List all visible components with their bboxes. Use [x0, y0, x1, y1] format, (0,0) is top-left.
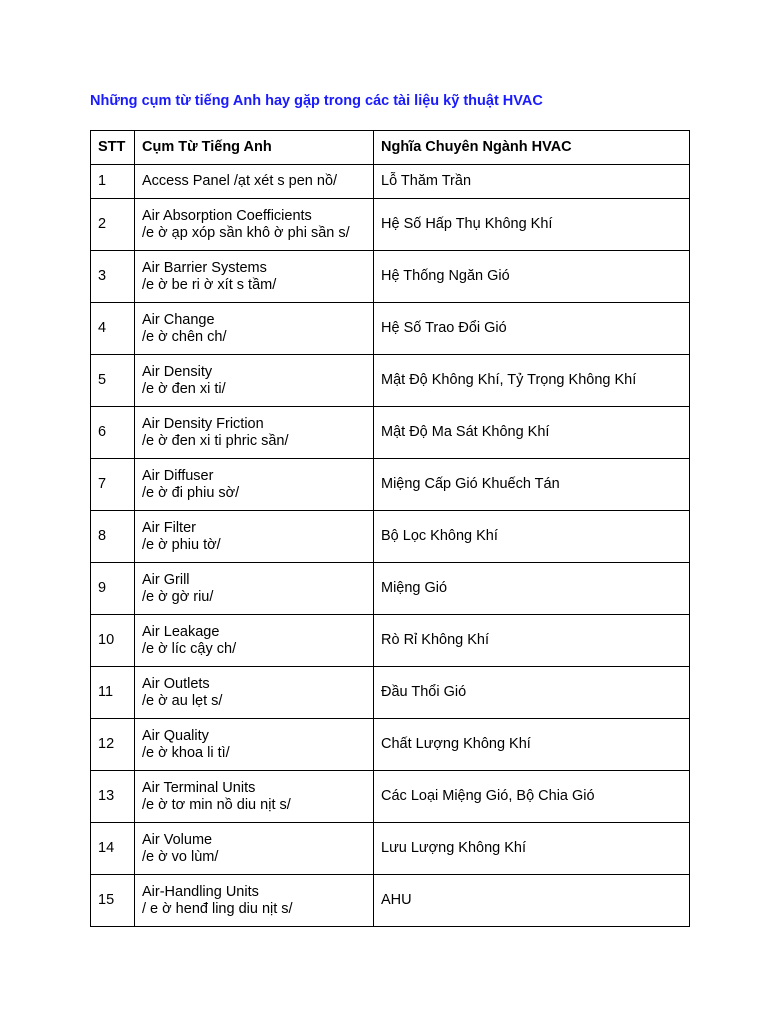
hvac-meaning-cell: AHU: [374, 875, 690, 927]
table-row: [91, 251, 690, 303]
english-term: Access Panel /ạt xét s pen nồ/: [142, 173, 338, 189]
english-term: Air-Handling Units: [142, 883, 259, 900]
table-row: [91, 459, 690, 511]
english-term: Air Leakage: [142, 623, 220, 640]
row-number: 10: [91, 615, 135, 667]
table-row: [91, 667, 690, 719]
row-number: 15: [91, 875, 135, 927]
english-phrase-cell: [135, 719, 374, 771]
row-number: 5: [91, 355, 135, 407]
row-number: 1: [91, 165, 135, 199]
english-phrase-cell: [135, 615, 374, 667]
row-number: 13: [91, 771, 135, 823]
english-term: Air Absorption Coefficients: [142, 207, 312, 224]
table-row: [91, 355, 690, 407]
hvac-meaning-cell: Lưu Lượng Không Khí: [374, 823, 690, 875]
english-term: Air Grill: [142, 571, 190, 588]
pronunciation: /e ờ tơ min nồ diu nịt s/: [142, 796, 291, 813]
pronunciation: /e ờ phiu tờ/: [142, 536, 221, 553]
row-number: 3: [91, 251, 135, 303]
hvac-meaning-cell: Bộ Lọc Không Khí: [374, 511, 690, 563]
row-number: 9: [91, 563, 135, 615]
hvac-meaning-cell: Các Loại Miệng Gió, Bộ Chia Gió: [374, 771, 690, 823]
pronunciation: /e ờ líc cậy ch/: [142, 640, 237, 657]
row-number: 4: [91, 303, 135, 355]
pronunciation: /e ờ đi phiu sờ/: [142, 484, 240, 501]
hvac-meaning-cell: Hệ Số Trao Đổi Gió: [374, 303, 690, 355]
hvac-meaning-cell: Chất Lượng Không Khí: [374, 719, 690, 771]
row-number: 12: [91, 719, 135, 771]
row-number: 7: [91, 459, 135, 511]
english-phrase-cell: [135, 355, 374, 407]
row-number: 14: [91, 823, 135, 875]
hvac-meaning-cell: Mật Độ Ma Sát Không Khí: [374, 407, 690, 459]
pronunciation: /e ờ vo lùm/: [142, 848, 219, 865]
english-phrase-cell: [135, 407, 374, 459]
table-row: [91, 511, 690, 563]
english-phrase-cell: [135, 667, 374, 719]
table-row: [91, 407, 690, 459]
row-number: 2: [91, 199, 135, 251]
pronunciation: /e ờ khoa li tì/: [142, 744, 230, 761]
table-header-row: [91, 131, 690, 165]
english-term: Air Outlets: [142, 675, 210, 692]
hvac-meaning-cell: Hệ Thống Ngăn Gió: [374, 251, 690, 303]
table-row: [91, 563, 690, 615]
row-number: 6: [91, 407, 135, 459]
english-term: Air Volume: [142, 831, 213, 848]
table-row: [91, 199, 690, 251]
english-phrase-cell: [135, 251, 374, 303]
header-stt: STT: [91, 131, 135, 165]
english-phrase-cell: [135, 459, 374, 511]
hvac-meaning-cell: Rò Rỉ Không Khí: [374, 615, 690, 667]
pronunciation: / e ờ henđ ling diu nịt s/: [142, 900, 293, 917]
english-phrase-cell: [135, 511, 374, 563]
english-phrase-cell: [135, 875, 374, 927]
english-term: Air Barrier Systems: [142, 259, 267, 276]
table-row: [91, 615, 690, 667]
english-phrase-cell: [135, 199, 374, 251]
hvac-meaning-cell: Miệng Gió: [374, 563, 690, 615]
document-title: Những cụm từ tiếng Anh hay gặp trong các tài liệu kỹ thuật HVAC: [90, 93, 543, 109]
english-term: Air Change: [142, 311, 215, 328]
hvac-meaning-cell: Đầu Thổi Gió: [374, 667, 690, 719]
english-phrase-cell: [135, 165, 374, 199]
hvac-terms-table: [90, 130, 690, 927]
english-term: Air Diffuser: [142, 467, 214, 484]
header-hvac-meaning: Nghĩa Chuyên Ngành HVAC: [374, 131, 690, 165]
hvac-meaning-cell: Miệng Cấp Gió Khuếch Tán: [374, 459, 690, 511]
table-row: [91, 165, 690, 199]
hvac-meaning-cell: Hệ Số Hấp Thụ Không Khí: [374, 199, 690, 251]
english-term: Air Quality: [142, 727, 209, 744]
pronunciation: /e ờ đen xi ti phric sần/: [142, 432, 289, 449]
hvac-meaning-cell: Mật Độ Không Khí, Tỷ Trọng Không Khí: [374, 355, 690, 407]
table-row: [91, 719, 690, 771]
english-term: Air Filter: [142, 519, 196, 536]
english-phrase-cell: [135, 563, 374, 615]
header-english-phrase: Cụm Từ Tiếng Anh: [135, 131, 374, 165]
row-number: 11: [91, 667, 135, 719]
english-term: Air Density: [142, 363, 213, 380]
english-term: Air Density Friction: [142, 415, 264, 432]
pronunciation: /e ờ au lẹt s/: [142, 692, 223, 709]
row-number: 8: [91, 511, 135, 563]
table-row: [91, 823, 690, 875]
english-phrase-cell: [135, 771, 374, 823]
pronunciation: /e ờ ạp xóp sần khô ờ phi sần s/: [142, 224, 350, 241]
english-term: Air Terminal Units: [142, 779, 256, 796]
pronunciation: /e ờ đen xi ti/: [142, 380, 226, 397]
table-row: [91, 875, 690, 927]
pronunciation: /e ờ gờ riu/: [142, 588, 214, 605]
pronunciation: /e ờ chên ch/: [142, 328, 227, 345]
table-row: [91, 771, 690, 823]
english-phrase-cell: [135, 823, 374, 875]
pronunciation: /e ờ be ri ờ xít s tầm/: [142, 276, 277, 293]
hvac-meaning-cell: Lỗ Thăm Trần: [374, 165, 690, 199]
table-row: [91, 303, 690, 355]
english-phrase-cell: [135, 303, 374, 355]
